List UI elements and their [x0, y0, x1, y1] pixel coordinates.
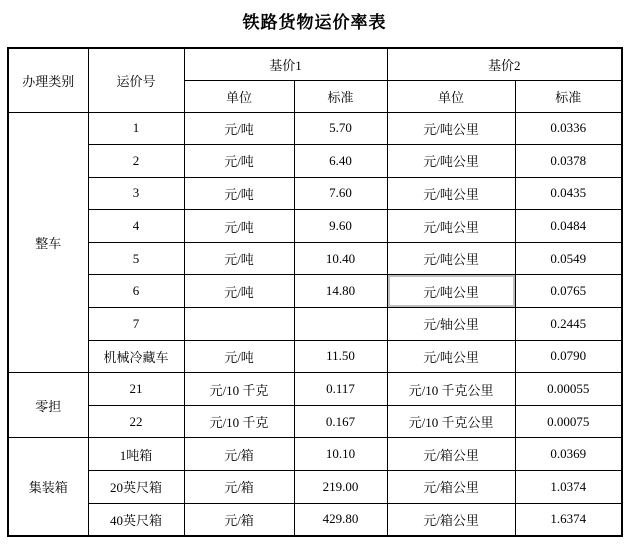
cell-base2-unit: 元/箱公里 — [387, 503, 515, 536]
cell-base1-unit — [184, 308, 294, 341]
cell-base2-standard: 0.2445 — [515, 308, 622, 341]
cell-base2-unit: 元/10 千克公里 — [387, 405, 515, 438]
cell-rate-no: 40英尺箱 — [88, 503, 184, 536]
cell-base2-unit: 元/吨公里 — [387, 145, 515, 178]
cell-base1-standard: 6.40 — [294, 145, 387, 178]
cell-base1-standard: 0.167 — [294, 405, 387, 438]
cell-base1-unit: 元/箱 — [184, 503, 294, 536]
cell-rate-no: 4 — [88, 210, 184, 243]
table-row — [8, 112, 622, 145]
cell-base1-unit: 元/吨 — [184, 177, 294, 210]
cell-base2-unit: 元/吨公里 — [387, 275, 515, 308]
cell-base1-standard — [294, 308, 387, 341]
cell-base2-standard: 0.00055 — [515, 373, 622, 406]
cell-base2-unit: 元/10 千克公里 — [387, 373, 515, 406]
header-unit-2: 单位 — [387, 80, 515, 112]
header-standard-2: 标准 — [515, 80, 622, 112]
cell-category: 集装箱 — [8, 438, 88, 536]
cell-base1-unit: 元/箱 — [184, 438, 294, 471]
cell-category: 零担 — [8, 373, 88, 438]
cell-base1-unit: 元/吨 — [184, 242, 294, 275]
cell-rate-no: 3 — [88, 177, 184, 210]
cell-base1-standard: 10.40 — [294, 242, 387, 275]
cell-base1-unit: 元/10 千克 — [184, 405, 294, 438]
cell-base2-unit: 元/箱公里 — [387, 438, 515, 471]
table-row — [8, 373, 622, 406]
cell-base1-standard: 14.80 — [294, 275, 387, 308]
cell-base2-standard: 1.6374 — [515, 503, 622, 536]
cell-base1-standard: 0.117 — [294, 373, 387, 406]
header-base-price-1: 基价1 — [184, 48, 387, 80]
cell-base2-standard: 0.0378 — [515, 145, 622, 178]
cell-base2-standard: 0.0435 — [515, 177, 622, 210]
table-row — [8, 438, 622, 471]
table-row — [8, 177, 622, 210]
cell-rate-no: 21 — [88, 373, 184, 406]
cell-base1-standard: 7.60 — [294, 177, 387, 210]
cell-category: 整车 — [8, 112, 88, 373]
cell-rate-no: 6 — [88, 275, 184, 308]
header-standard-1: 标准 — [294, 80, 387, 112]
table-body — [8, 112, 622, 536]
cell-rate-no: 1吨箱 — [88, 438, 184, 471]
cell-base2-standard: 1.0374 — [515, 471, 622, 504]
cell-base2-unit: 元/吨公里 — [387, 112, 515, 145]
cell-base2-unit: 元/箱公里 — [387, 471, 515, 504]
header-base-price-2: 基价2 — [387, 48, 622, 80]
cell-base1-standard: 11.50 — [294, 340, 387, 373]
table-row — [8, 471, 622, 504]
header-unit-1: 单位 — [184, 80, 294, 112]
cell-rate-no: 7 — [88, 308, 184, 341]
table-row — [8, 242, 622, 275]
cell-base2-standard: 0.00075 — [515, 405, 622, 438]
table-row — [8, 340, 622, 373]
cell-base1-unit: 元/吨 — [184, 145, 294, 178]
cell-base1-unit: 元/吨 — [184, 275, 294, 308]
cell-rate-no: 2 — [88, 145, 184, 178]
cell-base1-standard: 5.70 — [294, 112, 387, 145]
table-row — [8, 275, 622, 308]
cell-base2-standard: 0.0336 — [515, 112, 622, 145]
table-header — [8, 48, 622, 112]
cell-rate-no: 1 — [88, 112, 184, 145]
cell-base1-unit: 元/箱 — [184, 471, 294, 504]
cell-base2-unit: 元/吨公里 — [387, 242, 515, 275]
cell-base1-standard: 10.10 — [294, 438, 387, 471]
header-rate-no: 运价号 — [88, 48, 184, 112]
cell-base2-standard: 0.0484 — [515, 210, 622, 243]
cell-base1-standard: 219.00 — [294, 471, 387, 504]
table-row — [8, 210, 622, 243]
cell-rate-no: 5 — [88, 242, 184, 275]
cell-base2-standard: 0.0549 — [515, 242, 622, 275]
cell-rate-no: 22 — [88, 405, 184, 438]
cell-base1-unit: 元/10 千克 — [184, 373, 294, 406]
cell-base1-standard: 9.60 — [294, 210, 387, 243]
cell-rate-no: 20英尺箱 — [88, 471, 184, 504]
cell-base2-unit: 元/吨公里 — [387, 210, 515, 243]
cell-base1-standard: 429.80 — [294, 503, 387, 536]
cell-base2-unit: 元/吨公里 — [387, 340, 515, 373]
table-row — [8, 405, 622, 438]
table-row — [8, 308, 622, 341]
cell-rate-no: 机械冷藏车 — [88, 340, 184, 373]
cell-base2-standard: 0.0369 — [515, 438, 622, 471]
freight-rate-table — [7, 47, 623, 537]
cell-base2-standard: 0.0765 — [515, 275, 622, 308]
header-category: 办理类别 — [8, 48, 88, 112]
table-row — [8, 145, 622, 178]
table-row — [8, 503, 622, 536]
page-title: 铁路货物运价率表 — [242, 13, 387, 32]
cell-base2-standard: 0.0790 — [515, 340, 622, 373]
cell-base1-unit: 元/吨 — [184, 210, 294, 243]
cell-base1-unit: 元/吨 — [184, 340, 294, 373]
cell-base1-unit: 元/吨 — [184, 112, 294, 145]
cell-base2-unit: 元/吨公里 — [387, 177, 515, 210]
cell-base2-unit: 元/轴公里 — [387, 308, 515, 341]
